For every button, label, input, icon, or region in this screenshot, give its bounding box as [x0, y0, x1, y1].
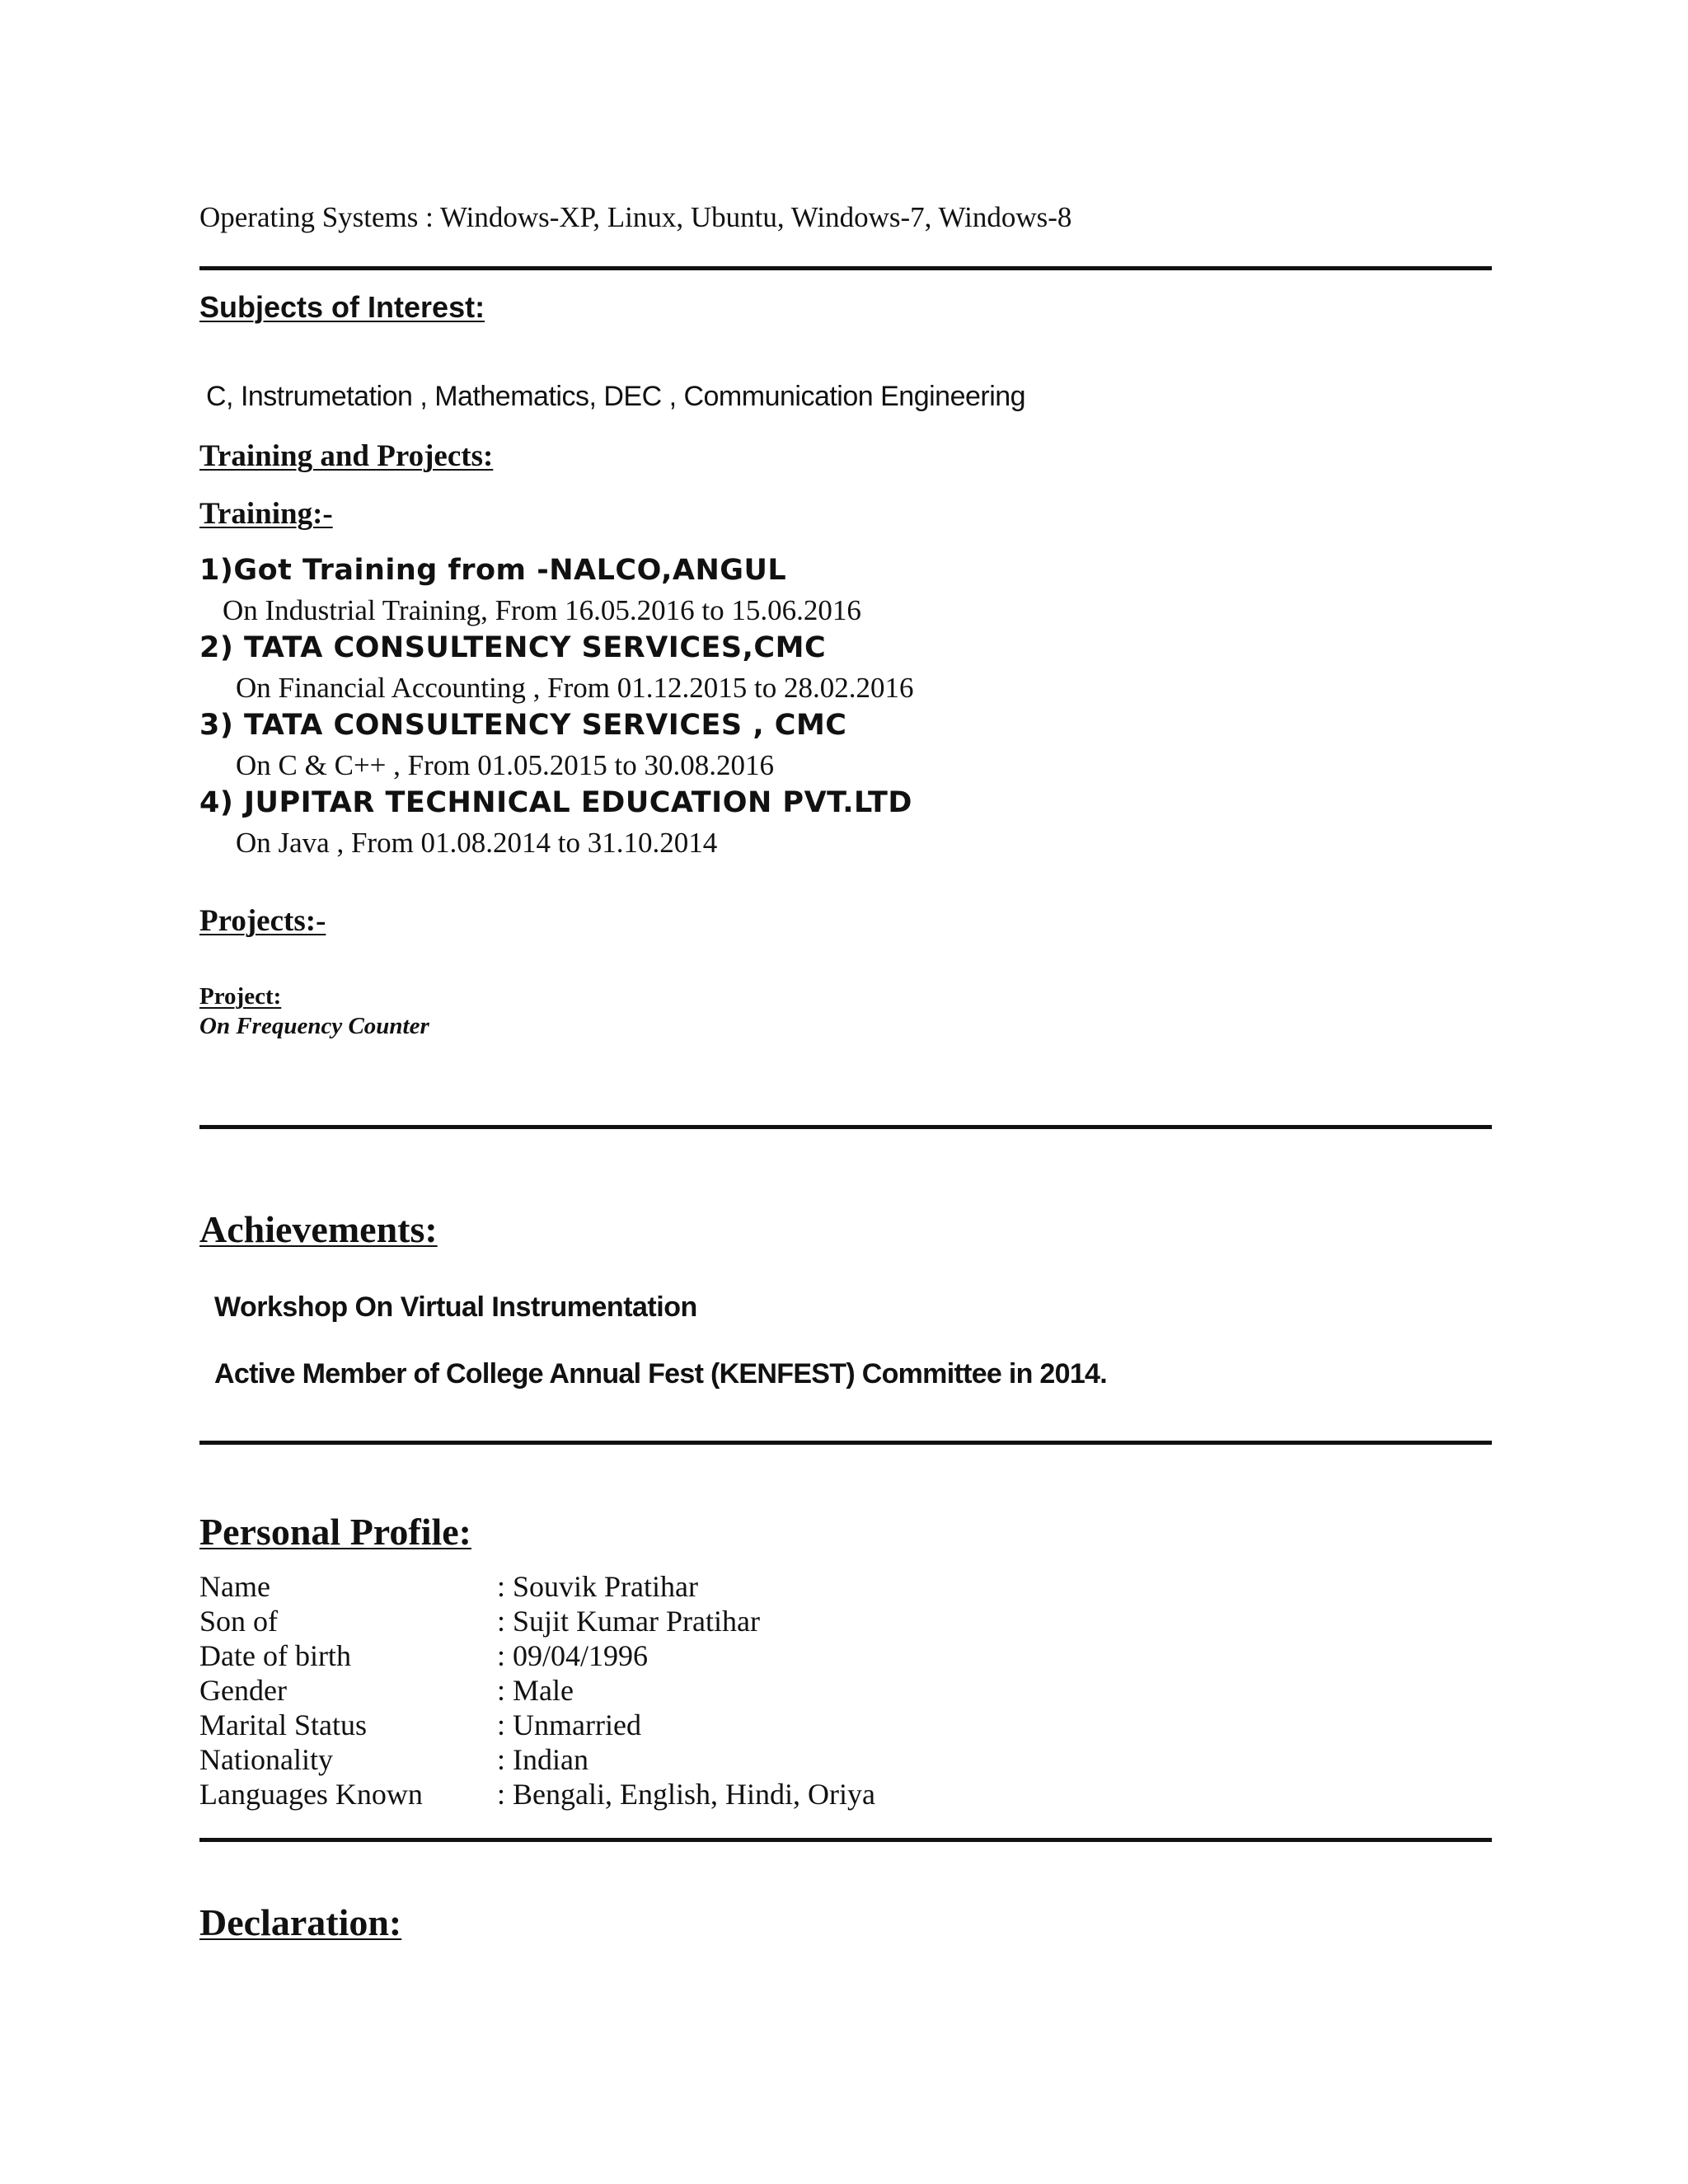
profile-label: Nationality	[199, 1743, 333, 1776]
profile-label: Date of birth	[199, 1639, 351, 1672]
profile-label: Son of	[199, 1605, 279, 1638]
project-name: On Frequency Counter	[199, 1013, 429, 1039]
profile-label: Marital Status	[199, 1708, 367, 1741]
profile-value: : Male	[497, 1674, 574, 1707]
training-projects-heading: Training and Projects:	[199, 439, 494, 473]
training-heading: Training:-	[199, 497, 333, 531]
training-item-title: 4) JUPITAR TECHNICAL EDUCATION PVT.LTD	[199, 786, 912, 819]
achievement-item: Workshop On Virtual Instrumentation	[214, 1291, 697, 1323]
profile-value: : Unmarried	[497, 1708, 641, 1741]
profile-value: : Indian	[497, 1743, 588, 1776]
training-item-title: 2) TATA CONSULTENCY SERVICES,CMC	[199, 631, 827, 664]
profile-value: : 09/04/1996	[497, 1639, 649, 1672]
subjects-heading: Subjects of Interest:	[199, 290, 485, 324]
section-divider	[199, 1838, 1492, 1842]
section-divider	[199, 1125, 1492, 1129]
personal-profile-heading: Personal Profile:	[199, 1511, 471, 1553]
profile-value: : Sujit Kumar Pratihar	[497, 1605, 760, 1638]
achievement-item: Active Member of College Annual Fest (KENFEST) Committee in 2014.	[214, 1358, 1108, 1390]
subjects-text: C, Instrumetation , Mathematics, DEC , Communication Engineering	[206, 381, 1026, 412]
training-item-detail: On Industrial Training, From 16.05.2016 to 15.06.2016	[223, 594, 861, 626]
profile-value: : Souvik Pratihar	[497, 1570, 698, 1603]
training-item-detail: On Financial Accounting , From 01.12.2015 to 28.02.2016	[236, 672, 914, 704]
training-item-title: 3) TATA CONSULTENCY SERVICES , CMC	[199, 709, 847, 742]
profile-label: Name	[199, 1570, 270, 1603]
section-divider	[199, 1441, 1492, 1445]
training-item-title: 1)Got Training from -NALCO,ANGUL	[199, 554, 787, 587]
profile-value: : Bengali, English, Hindi, Oriya	[497, 1778, 875, 1811]
profile-label: Languages Known	[199, 1778, 423, 1811]
project-label: Project:	[199, 983, 282, 1010]
training-item-detail: On C & C++ , From 01.05.2015 to 30.08.2016	[236, 749, 774, 781]
projects-heading: Projects:-	[199, 904, 326, 938]
section-divider	[199, 266, 1492, 270]
achievements-heading: Achievements:	[199, 1208, 438, 1250]
operating-systems-line: Operating Systems : Windows-XP, Linux, Ubuntu, Windows-7, Windows-8	[199, 201, 1072, 233]
profile-label: Gender	[199, 1674, 287, 1707]
declaration-heading: Declaration:	[199, 1901, 402, 1943]
training-item-detail: On Java , From 01.08.2014 to 31.10.2014	[236, 827, 718, 859]
